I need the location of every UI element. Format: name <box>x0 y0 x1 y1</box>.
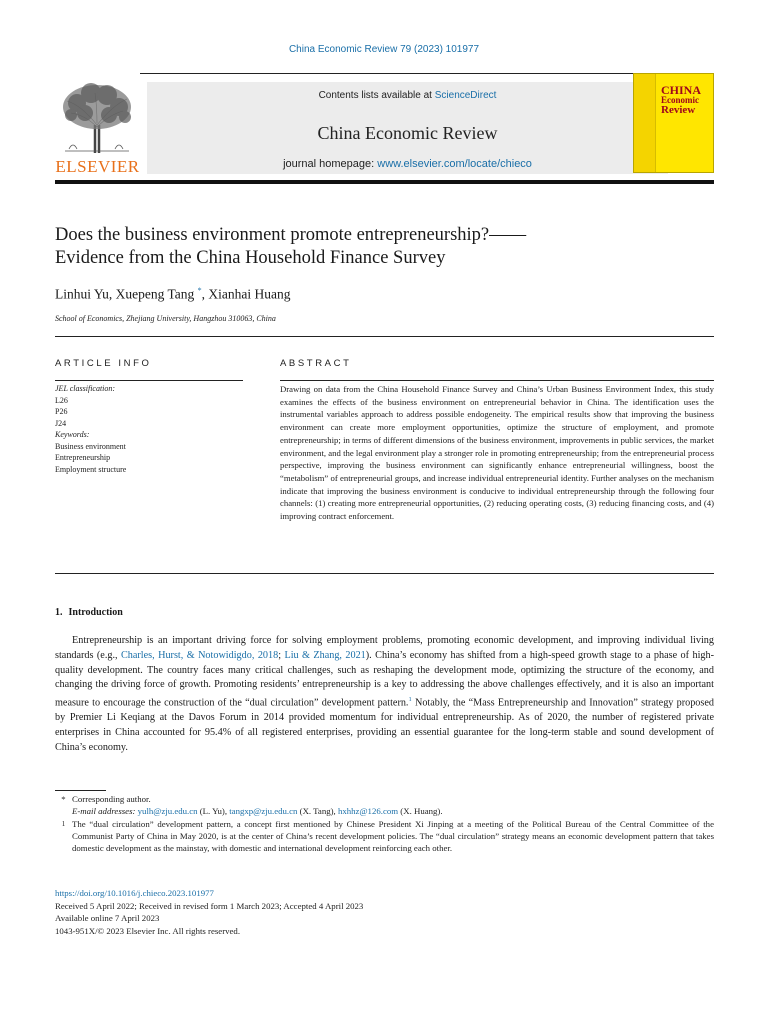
intro-text-c: ). China’s economy has shifted from a high-speed growth stage to a phase of high-quality development. The country faces many critical challenges, such as reshaping the development mode, optimizing the structure of the economy, and changing the driving force of growth. Promoting residents’ entrepreneurship is a key to addressing the above challenges effectively, and it is also an important measure to encourage the construction of the “dual circulation” development pattern. <box>55 649 714 709</box>
affiliation: School of Economics, Zhejiang University, Hangzhou 310063, China <box>55 314 276 323</box>
article-title-line-2: Evidence from the China Household Finance Survey <box>55 248 446 268</box>
footnote-text: Corresponding author. <box>72 794 151 804</box>
elsevier-logo[interactable] <box>55 79 140 177</box>
abstract-heading: ABSTRACT <box>280 358 352 369</box>
section-divider-top <box>55 336 714 337</box>
jel-label: JEL classification: <box>55 384 116 393</box>
journal-banner <box>147 82 668 174</box>
journal-title: China Economic Review <box>317 123 498 143</box>
received-dates: Received 5 April 2022; Received in revised form 1 March 2023; Accepted 4 April 2023 <box>55 900 364 911</box>
homepage-prefix: journal homepage: <box>283 158 378 170</box>
header-top-rule <box>140 73 668 74</box>
authors-part-1: Linhui Yu, Xuepeng Tang <box>55 286 195 302</box>
abstract-rule <box>280 380 714 381</box>
section-divider-bottom <box>55 573 714 574</box>
footnote-emails <box>55 805 714 817</box>
jel-code: P26 <box>55 407 68 416</box>
email-owner: (X. Huang). <box>398 806 443 817</box>
footnote-mark: * <box>61 794 66 804</box>
journal-header <box>55 73 714 176</box>
footnote-corresponding <box>55 793 714 805</box>
email-owner: (L. Yu), <box>197 806 230 817</box>
elsevier-tree-icon <box>55 79 140 153</box>
citation-link[interactable]: Charles, Hurst, & Notowidigdo, 2018 <box>121 649 279 661</box>
intro-text-d: Notably, the “Mass Entrepreneurship and Innovation” strategy proposed by Premier Li Keqiang at the Davos Forum in 2014 provided momentum for individual entrepreneurship. As of 2020, the number of registered private enterprises in China accounted for 95.4% of all registered enterprises, providing an essential guarantee for the long-term stable and sound development of China’s economy. <box>55 697 714 753</box>
doi-link[interactable]: https://doi.org/10.1016/j.chieco.2023.101977 <box>55 888 214 898</box>
cover-line-1: CHINA <box>661 83 702 97</box>
section-number: 1. <box>55 607 63 618</box>
keyword: Entrepreneurship <box>55 453 111 462</box>
jel-code: L26 <box>55 395 68 405</box>
email-link[interactable]: tangxp@zju.edu.cn <box>229 806 298 817</box>
cover-line-3: Review <box>661 104 696 116</box>
footnote-mark: 1 <box>61 819 66 828</box>
cover-strip <box>634 74 656 172</box>
journal-cover-thumbnail[interactable] <box>633 73 714 173</box>
footnote-text: The “dual circulation” development pattern, a concept first mentioned by Chinese President Xi Jinping at a meeting of the Political Bureau of the Central Committee of the Communist Party of China in May 2020, is at the center of China’s recent development policies. The “dual circulation” strategy means an economic development pattern that takes domestic development as the mainstay, with domestic and international development reinforcing each other. <box>72 818 714 854</box>
article-title <box>55 224 715 270</box>
footnote-ref[interactable]: 1 <box>408 696 412 704</box>
intro-text-a: Entrepreneurship is an important driving force for solving employment problems, promoting economic development, and improving individual living standards (e.g., <box>55 635 714 661</box>
footnote-mark-blank <box>55 805 72 817</box>
section-title: Introduction <box>68 607 123 618</box>
introduction-heading <box>55 607 123 618</box>
journal-reference[interactable]: China Economic Review 79 (2023) 101977 <box>288 44 480 55</box>
article-info <box>55 383 126 475</box>
abstract-text: Drawing on data from the China Household Finance Survey and China’s Urban Business Environment Index, this study examines the effects of the business environment on entrepreneurial behavior in China. The identification uses the instrumental variables approach to address possible endogeneity. The empirical results show that improving the business environment can create more employment opportunities, optimize the structure of employment, and promote entrepreneurship; in terms of different dimensions of the business environment, improvements in public services, the market environment, and the legal environment play a stronger role in promoting entrepreneurship; from the entrepreneurial process perspective, improving the business environment can significantly enhance entrepreneurial willingness, boost the “metabolism” of entrepreneurial groups, and increase individual entrepreneurial identity. Further analyses on the mechanism indicate that improving the business environment is conducive to individual entrepreneurship through the following four channels: (1) creating more entrepreneurial opportunities, (2) reducing operating costs, (3) reducing financing costs, and (4) improving contract enforcement. <box>280 384 714 522</box>
article-title-line-1: Does the business environment promote entrepreneurship?—— <box>55 225 527 245</box>
email-owner: (X. Tang), <box>297 806 338 817</box>
cover-line-2: Economic <box>661 95 699 105</box>
email-link[interactable]: yulh@zju.edu.cn <box>137 806 198 817</box>
citation-link[interactable]: Liu & Zhang, 2021 <box>284 649 366 661</box>
corresponding-author-mark[interactable]: * <box>197 286 202 295</box>
contents-prefix: Contents lists available at <box>318 90 435 101</box>
footnote-1 <box>55 818 714 855</box>
homepage-link[interactable]: www.elsevier.com/locate/chieco <box>377 158 532 170</box>
email-line <box>72 805 714 817</box>
available-online: Available online 7 April 2023 <box>55 913 160 923</box>
homepage-line <box>147 158 668 170</box>
intro-text-b: ; <box>278 649 285 661</box>
email-label: E-mail addresses: <box>72 806 136 817</box>
copyright: 1043-951X/© 2023 Elsevier Inc. All rights reserved. <box>55 925 241 936</box>
keyword: Employment structure <box>55 464 127 474</box>
sciencedirect-link[interactable]: ScienceDirect <box>434 90 497 101</box>
publication-info <box>55 887 363 937</box>
email-link[interactable]: hxhhz@126.com <box>337 806 399 817</box>
keyword: Business environment <box>55 441 126 451</box>
footnotes <box>55 793 714 854</box>
header-divider <box>55 180 714 184</box>
author-list <box>55 286 291 303</box>
authors-part-2: , Xianhai Huang <box>201 286 291 302</box>
article-info-heading: ARTICLE INFO <box>55 358 152 369</box>
footnote-rule <box>55 790 106 791</box>
contents-line <box>147 90 668 101</box>
publisher-name: ELSEVIER <box>55 157 140 176</box>
keywords-label: Keywords: <box>55 430 90 439</box>
jel-code: J24 <box>55 418 67 428</box>
cover-title <box>661 84 701 116</box>
introduction-paragraph <box>55 634 714 756</box>
article-info-rule <box>55 380 243 381</box>
